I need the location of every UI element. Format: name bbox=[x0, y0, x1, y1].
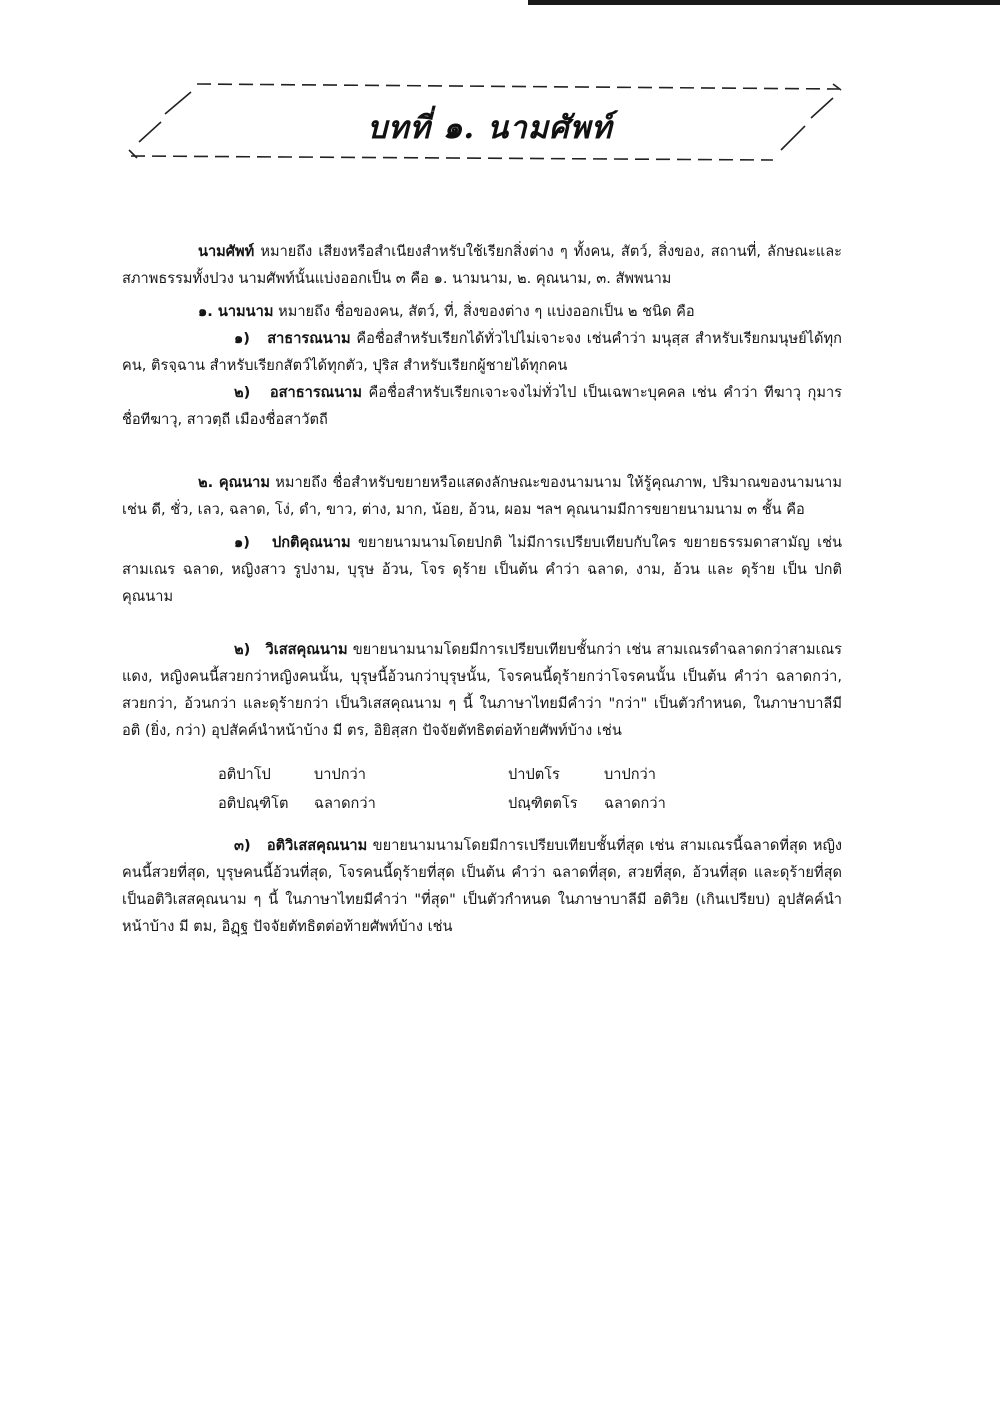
section1-text: หมายถึง ชื่อของคน, สัตว์, ที่, สิ่งของต่าง ๆ แบ่งออกเป็น ๒ ชนิด คือ bbox=[273, 303, 695, 320]
section1-item1-term: สาธารณนาม bbox=[267, 330, 351, 347]
intro-text: หมายถึง เสียงหรือสำเนียงสำหรับใช้เรียกสิ่งต่าง ๆ ทั้งคน, สัตว์, สิ่งของ, สถานที่, ลักษณะและสภาพธรรมทั้งปวง นามศัพท์นั้นแบ่งออกเป็น ๓ คือ ๑. นามนาม, ๒. คุณนาม, ๓. สัพพนาม bbox=[122, 243, 842, 287]
example-thai-meaning: บาปกว่า bbox=[604, 766, 656, 783]
section2-item1-text: ขยายนามนามโดยปกติ ไม่มีการเปรียบเทียบกับใคร ขยายธรรมดาสามัญ เช่น สามเณร ฉลาด, หญิงสาว รูปงาม, บุรุษ อ้วน, โจร ดุร้าย เป็นต้น คำว่า ฉลาด, งาม, อ้วน และ ดุร้าย เป็น ปกติคุณนาม bbox=[122, 534, 843, 605]
section1-item1-num: ๑) bbox=[234, 330, 250, 347]
section1-item1-text: คือชื่อสำหรับเรียกได้ทั่วไปไม่เจาะจง เช่นคำว่า มนุสฺส สำหรับเรียกมนุษย์ได้ทุกคน, ติรจฺฉาน สำหรับเรียกสัตว์ได้ทุกตัว, ปุริส สำหรับเรียกผู้ชายได้ทุกคน bbox=[122, 330, 842, 374]
section2-item2-text: ขยายนามนามโดยมีการเปรียบเทียบชั้นกว่า เช่น สามเณรดำฉลาดกว่าสามเณรแดง, หญิงคนนี้สวยกว่าหญิงคนนั้น, บุรุษนี้อ้วนกว่าบุรุษนั้น, โจรคนนี้ดุร้ายกว่าโจรคนนั้น เป็นต้น คำว่า ฉลาดกว่า, สวยกว่า, อ้วนกว่า และดุร้ายกว่า เป็นวิเสสคุณนาม ๆ นี้ ในภาษาไทยมีคำว่า "กว่า" เป็นตัวกำหนด, ในภาษาบาลีมี อติ (ยิ่ง, กว่า) อุปสัคค์นำหน้าบ้าง มี ตร, อิยิสฺสก ปัจจัยตัทธิตต่อท้ายศัพท์บ้าง เช่น bbox=[122, 641, 842, 739]
section2-item2 bbox=[122, 636, 842, 744]
section1-item1 bbox=[122, 325, 842, 379]
section1-item2-term: อสาธารณนาม bbox=[269, 384, 362, 401]
section2-item1-num: ๑) bbox=[234, 534, 250, 551]
example-row bbox=[218, 760, 778, 789]
example-row bbox=[218, 789, 778, 818]
intro-term: นามศัพท์ bbox=[198, 243, 255, 260]
example-pali-suffix: ปาปตโร bbox=[508, 766, 560, 783]
document-body bbox=[122, 238, 842, 940]
section2-item3-text: ขยายนามนามโดยมีการเปรียบเทียบชั้นที่สุด เช่น สามเณรนี้ฉลาดที่สุด หญิงคนนี้สวยที่สุด, บุรุษคนนี้อ้วนที่สุด, โจรคนนี้ดุร้ายที่สุด เป็นต้น คำว่า ฉลาดที่สุด, สวยที่สุด, อ้วนที่สุด และดุร้ายที่สุด เป็นอติวิเสสคุณนาม ๆ นี้ ในภาษาไทยมีคำว่า "ที่สุด" เป็นตัวกำหนด ในภาษาบาลีมี อติวิย (เกินเปรียบ) อุปสัคค์นำหน้าบ้าง มี ตม, อิฏฺฐ ปัจจัยตัทธิตต่อท้ายศัพท์บ้าง เช่น bbox=[122, 837, 843, 935]
example-thai-meaning: ฉลาดกว่า bbox=[314, 795, 376, 812]
section2-text: หมายถึง ชื่อสำหรับขยายหรือแสดงลักษณะของนามนาม ให้รู้คุณภาพ, ปริมาณของนามนาม เช่น ดี, ชั่ว, เลว, ฉลาด, โง่, ดำ, ขาว, ต่าง, มาก, น้อย, อ้วน, ผอม ฯลฯ คุณนามมีการขยายนามนาม ๓ ชั้น คือ bbox=[122, 474, 842, 518]
section2-heading: ๒. คุณนาม bbox=[198, 474, 270, 491]
comparison-examples bbox=[218, 760, 778, 818]
example-pali-prefix: อติปาโป bbox=[218, 766, 271, 783]
example-pali-suffix: ปณฺฑิตตโร bbox=[508, 795, 578, 812]
section2-item2-num: ๒) bbox=[234, 641, 251, 658]
intro-paragraph bbox=[122, 238, 842, 292]
section2-item1-term: ปกติคุณนาม bbox=[271, 534, 351, 551]
example-thai-meaning: บาปกว่า bbox=[314, 766, 366, 783]
top-edge-rule bbox=[528, 0, 1000, 5]
section2-item2-term: วิเสสคุณนาม bbox=[265, 641, 348, 658]
section1-item2-text: คือชื่อสำหรับเรียกเจาะจงไม่ทั่วไป เป็นเฉพาะบุคคล เช่น คำว่า ทีฆาวุ กุมารชื่อทีฆาวุ, สาวตฺถี เมืองชื่อสาวัตถี bbox=[122, 384, 842, 428]
example-pali-prefix: อติปณฺฑิโต bbox=[218, 795, 289, 812]
chapter-title-frame bbox=[125, 80, 855, 170]
section1-item2-num: ๒) bbox=[234, 384, 251, 401]
section2-item3 bbox=[122, 832, 842, 940]
section1-heading: ๑. นามนาม bbox=[198, 303, 274, 320]
section1-paragraph bbox=[122, 298, 842, 325]
section1-item2 bbox=[122, 379, 842, 433]
section2-item3-num: ๓) bbox=[234, 837, 251, 854]
section2-item1 bbox=[122, 529, 842, 610]
section2-item3-term: อติวิเสสคุณนาม bbox=[266, 837, 368, 854]
chapter-title: บทที่ ๑. นามศัพท์ bbox=[367, 110, 613, 146]
section2-paragraph bbox=[122, 469, 842, 523]
example-thai-meaning: ฉลาดกว่า bbox=[604, 795, 666, 812]
